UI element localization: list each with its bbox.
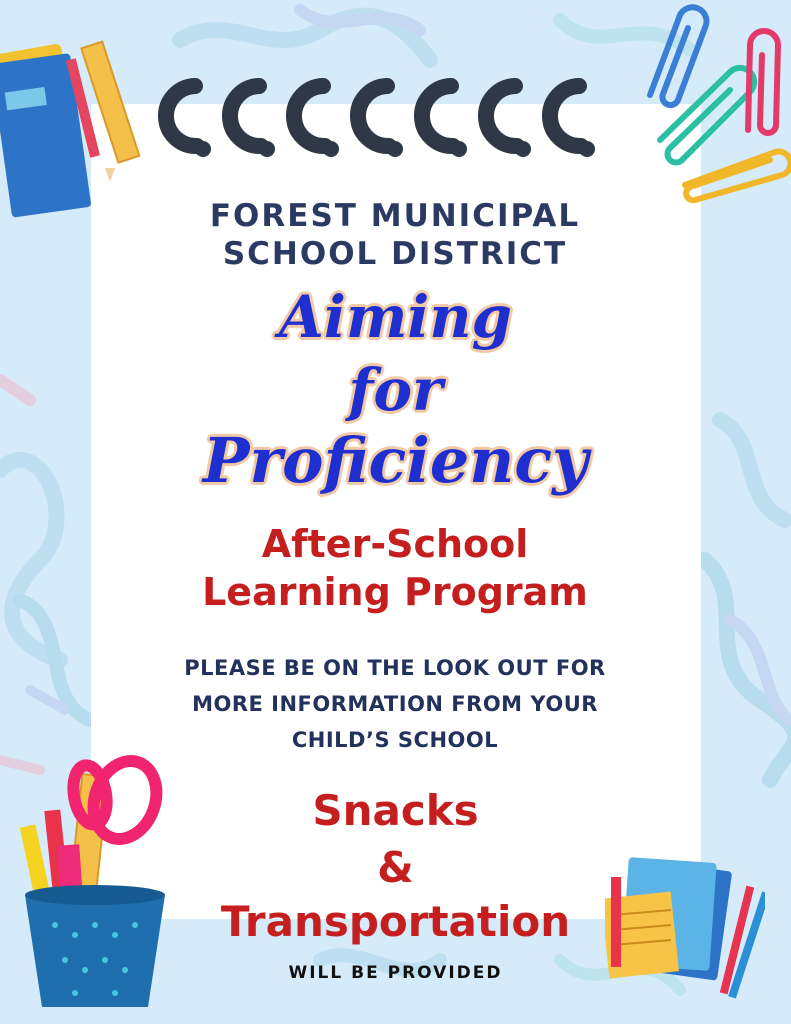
provided-note: WILL BE PROVIDED [288,963,503,983]
paperclips-icon [630,0,791,205]
notice-text [120,650,670,758]
district-line-2: SCHOOL DISTRICT [222,236,568,272]
headline-line-2: for [348,356,443,424]
program-title [150,520,640,616]
notice-line-1: PLEASE BE ON THE LOOK OUT FOR [184,656,606,680]
ampersand: & [377,843,414,892]
headline-line-3: Proficiency [202,424,589,497]
headline-line-1: Aiming [278,283,513,351]
notice-line-2: MORE INFORMATION FROM YOUR [192,692,598,716]
district-line-1: FOREST MUNICIPAL [209,198,581,234]
notebook-ring-binding-icon [155,64,625,174]
notice-line-3: CHILD’S SCHOOL [291,728,499,752]
transportation-label: Transportation [220,897,571,946]
district-name [110,197,680,273]
program-line-1: After-School [261,522,529,566]
program-line-2: Learning Program [202,570,588,614]
snacks-label: Snacks [312,786,479,835]
book-with-pencils-icon [0,28,150,218]
